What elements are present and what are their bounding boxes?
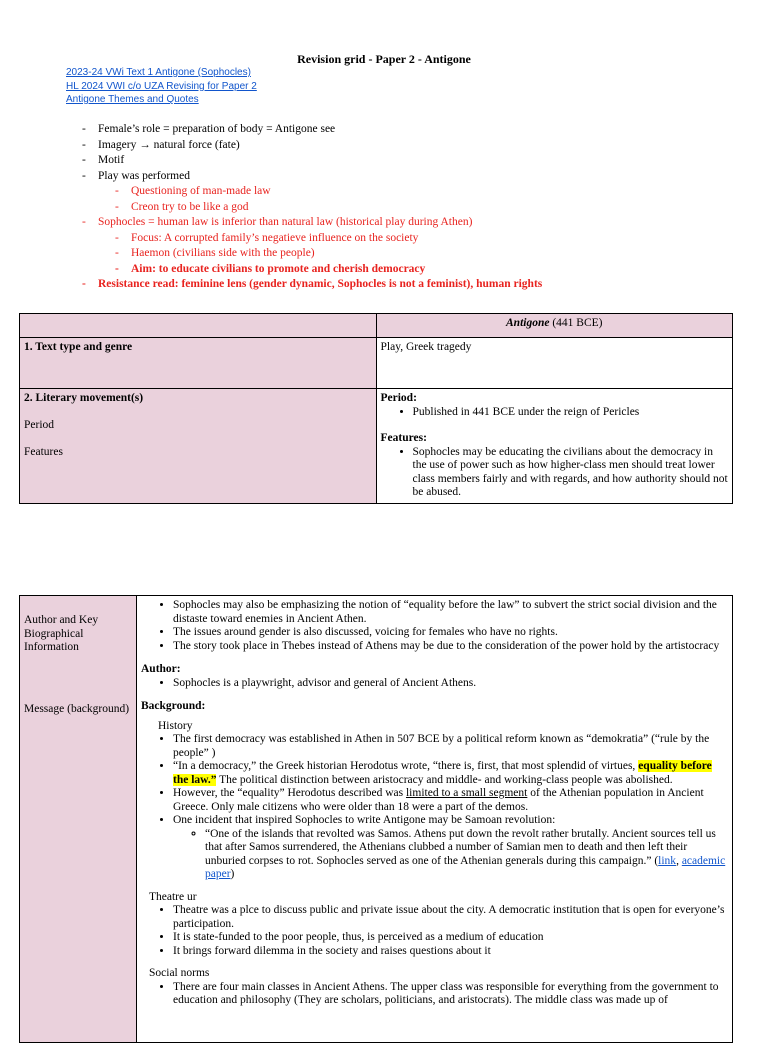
header-empty-cell [20, 314, 377, 338]
list-item: • However, the “equality” Herodotus described was limited to a small segment of the Athenian population in Ancient Greece. Only male citizens who were older than 18 were a part of the demos. [173, 787, 728, 814]
row-label-author: Author and Key Biographical Information Message (background) [20, 596, 137, 1043]
row-value-text-type: Play, Greek tragedy [376, 338, 733, 389]
link-vwi-text1[interactable]: 2023-24 VWi Text 1 Antigone (Sophocles) [66, 67, 251, 78]
list-item: • There are four main classes in Ancient Athens. The upper class was responsible for everything from the government to education and philosophy (They are scholars, politicians, and aristocrats). The middle class was made up of [173, 981, 728, 1008]
list-subitem: ◦ “One of the islands that revolted was Samos. Athens put down the revolt rather brutally. Ancient sources tell us that after Samos surrendered, the Athenians clubbed a number of Samian men to death and then left their unburied corpses to rot. Sophocles served as one of the Athenian generals during this campaign.” (link, academic paper) [205, 828, 728, 882]
list-item: • Published in 441 BCE under the reign of Pericles [413, 406, 729, 420]
list-item: • The story took place in Thebes instead of Athens may be due to the consideration of the power hold by the artistocracy [173, 640, 728, 654]
list-item: • One incident that inspired Sophocles to write Antigone may be Samoan revolution: [173, 814, 728, 828]
row-value-literary-movement: Period: • Published in 441 BCE under the reign of Pericles Features: • Sophocles may be educating the civilians about the democracy in the use of power such as how higher-class men should treat lower class members fairly and with regards, and how authority should not be abused. [376, 389, 733, 504]
list-item: • Sophocles may also be emphasizing the notion of “equality before the law” to subvert the strict social division and the distaste toward enemies in Ancient Athen. [173, 599, 728, 626]
list-item: • It brings forward dilemma in the society and raises questions about it [173, 945, 728, 959]
revision-grid-table-2 [19, 595, 733, 1043]
list-item: • Theatre was a plce to discuss public and private issue about the city. A democratic institution that is open for everyone’s participation. [173, 904, 728, 931]
row-label-text-type: 1. Text type and genre [20, 338, 377, 389]
reference-links [66, 66, 257, 107]
underlined-text: limited to a small segment [405, 787, 528, 799]
list-item: • “In a democracy,” the Greek historian Herodotus wrote, “there is, first, that most splendid of virtues, equality before the law.” The political distinction between aristocracy and middle- and working-class people was abolished. [173, 760, 728, 787]
header-cell: Antigone (441 BCE) [376, 314, 733, 338]
page-title: Revision grid - Paper 2 - Antigone [297, 52, 471, 66]
list-item: • The issues around gender is also discussed, voicing for females who have no rights. [173, 626, 728, 640]
source-link[interactable]: link [658, 854, 677, 867]
list-item: • Sophocles is a playwright, advisor and general of Ancient Athens. [173, 677, 728, 691]
link-themes-quotes[interactable]: Antigone Themes and Quotes [66, 94, 199, 105]
link-hl-2024-revising[interactable]: HL 2024 VWI c/o UZA Revising for Paper 2 [66, 80, 257, 92]
row-label-literary-movement: 2. Literary movement(s) Period Features [20, 389, 377, 504]
academic-paper-link[interactable]: academic paper [205, 854, 726, 880]
list-item: • It is state-funded to the poor people, thus, is perceived as a medium of education [173, 931, 728, 945]
list-item: • Sophocles may be educating the civilians about the democracy in the use of power such as how higher-class men should treat lower class members fairly and with regards, and how authority should not be abused. [413, 446, 729, 500]
list-item: • The first democracy was established in Athen in 507 BCE by a political reform known as “demokratia” (“rule by the people” ) [173, 733, 728, 760]
row-value-author: • Sophocles may also be emphasizing the notion of “equality before the law” to subvert the strict social division and the distaste toward enemies in Ancient Athen. • The issues around gender is also discussed, voicing for females who have no rights. • The story took place in Thebes instead of Athens may be due to the consideration of the power hold by the artistocracy Author: • Sophocles is a playwright, advisor and general of Ancient Athens. Background: History • The first democracy was established in Athen in 507 BCE by a political reform known as “demokratia” (“rule by the people” ) • “In a democracy,” the Greek historian Herodotus wrote, “there is, first, that most splendid of virtues, equality before the law.” The political distinction between aristocracy and middle- and working-class people was abolished. • However, the “equality” Herodotus described was limited to a small segment of the Athenian population in Ancient Greece. Only male citizens who were older than 18 were a part of the demos. • One incident that inspired Sophocles to write Antigone may be Samoan revolution: ◦ “One of the islands that revolted was Samos. Athens put down the revolt rather brutally. Ancient sources tell us that after Samos surrendered, the Athenians clubbed a number of Samian men to death and then left their unburied corpses to rot. Sophocles served as one of the Athenian generals during this campaign.” (link, academic paper) Theatre ur • Theatre was a plce to discuss public and private issue about the city. A democratic institution that is open for everyone’s participation. • It is state-funded to the poor people, thus, is perceived as a medium of education • It brings forward dilemma in the society and raises questions about it Social norms • There are four main classes in Ancient Athens. The upper class was responsible for everything from the government to education and philosophy (They are scholars, politicians, and aristocrats). The middle class was made up of [137, 596, 733, 1043]
revision-grid-table-1 [19, 313, 733, 504]
highlighted-text: equality before the law.” [173, 760, 712, 786]
